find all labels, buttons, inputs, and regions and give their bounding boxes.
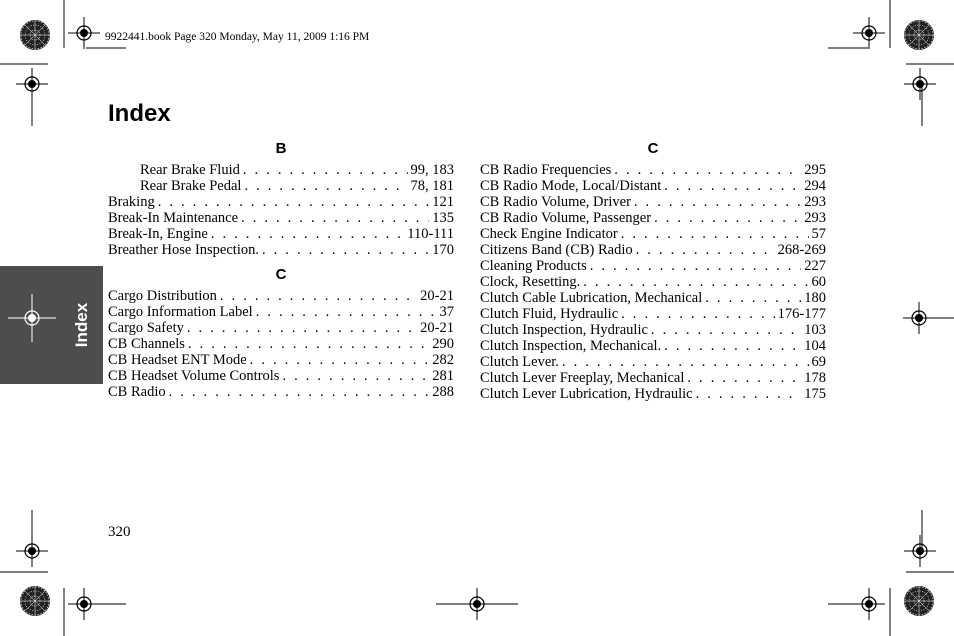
index-entry: CB Radio Volume, Passenger . . . 293 — [480, 210, 826, 226]
index-entry: Clutch Inspection, Mechanical. . . . 104 — [480, 338, 826, 354]
index-entry: Clutch Lever Lubrication, Hydraulic . . . 175 — [480, 386, 826, 402]
index-entry: Clutch Inspection, Hydraulic . . . 103 — [480, 322, 826, 338]
index-entry: CB Radio Mode, Local/Distant . . . 294 — [480, 178, 826, 194]
index-entry: Citizens Band (CB) Radio . . . 268-269 — [480, 242, 826, 258]
index-entry: CB Radio Frequencies . . . 295 — [480, 162, 826, 178]
index-entry: CB Headset ENT Mode . . . 282 — [108, 352, 454, 368]
index-entry: CB Headset Volume Controls . . . 281 — [108, 368, 454, 384]
page-title: Index — [108, 100, 171, 127]
section-letter-c: C — [647, 140, 659, 157]
index-entry: Clutch Lever. . . . 69 — [480, 354, 826, 370]
index-entry: Cargo Distribution . . . 20-21 — [108, 288, 454, 304]
index-entry: Cleaning Products . . . 227 — [480, 258, 826, 274]
index-entry: Break-In, Engine . . . 110-111 — [108, 226, 454, 242]
index-entry: Breather Hose Inspection. . . . 170 — [108, 242, 454, 258]
page-number: 320 — [108, 524, 131, 540]
index-entry: Clutch Fluid, Hydraulic . . . 176-177 — [480, 306, 826, 322]
index-entry: Clock, Resetting. . . . 60 — [480, 274, 826, 290]
index-column-right — [480, 140, 826, 402]
section-letter-c: C — [275, 266, 287, 283]
index-entry: Clutch Lever Freeplay, Mechanical . . . 178 — [480, 370, 826, 386]
index-entry: Cargo Safety . . . 20-21 — [108, 320, 454, 336]
side-tab-label: Index — [72, 302, 91, 348]
index-entry: Rear Brake Pedal . . . 78, 181 — [108, 178, 454, 194]
section-letter-b: B — [275, 140, 287, 157]
index-column-left — [108, 140, 454, 400]
index-entry: Break-In Maintenance . . . 135 — [108, 210, 454, 226]
index-entry: Check Engine Indicator . . . 57 — [480, 226, 826, 242]
index-entry: Braking . . . 121 — [108, 194, 454, 210]
index-entry: Cargo Information Label . . . 37 — [108, 304, 454, 320]
book-info-header: 9922441.book Page 320 Monday, May 11, 2009 1:16 PM — [105, 31, 370, 43]
index-entry: Clutch Cable Lubrication, Mechanical . . . 180 — [480, 290, 826, 306]
index-entry: CB Radio . . . 288 — [108, 384, 454, 400]
index-entry: CB Channels . . . 290 — [108, 336, 454, 352]
index-entry: Rear Brake Fluid . . . 99, 183 — [108, 162, 454, 178]
index-entry: CB Radio Volume, Driver . . . 293 — [480, 194, 826, 210]
